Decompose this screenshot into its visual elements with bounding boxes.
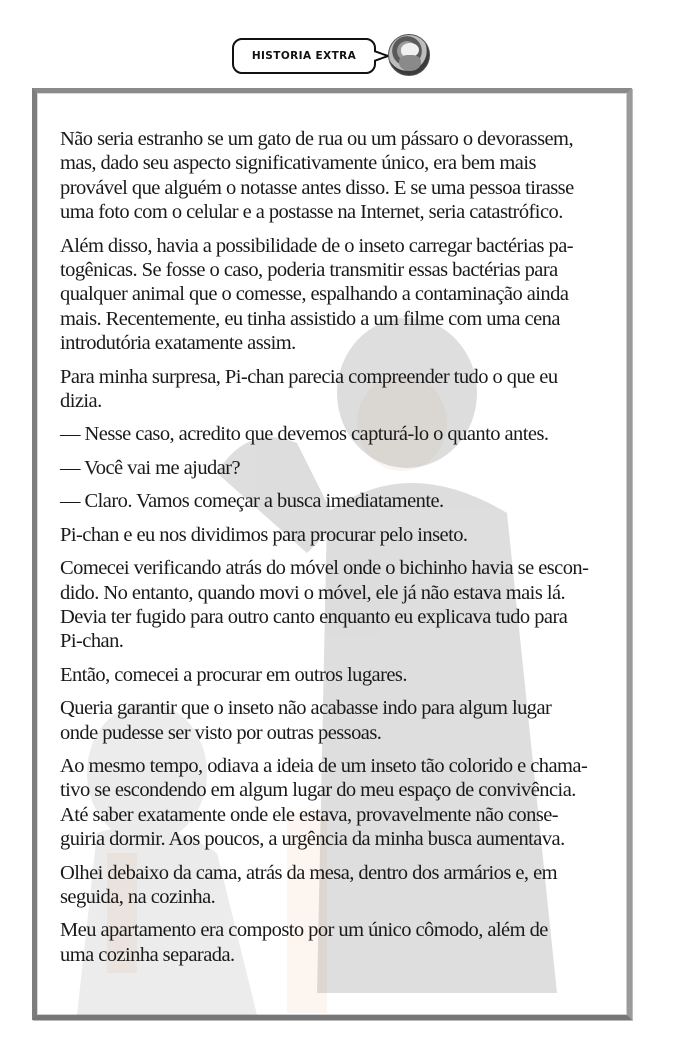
document-body	[60, 127, 620, 976]
paragraph	[60, 696, 620, 745]
character-avatar-icon	[388, 34, 430, 76]
text-line: qualquer animal que o comesse, espalhando a contaminação ainda	[60, 283, 569, 306]
text-line: Comecei verificando atrás do móvel onde o bichinho havia se escon-	[60, 557, 589, 580]
text-line: Além disso, havia a possibilidade de o inseto carregar bactérias pa-	[60, 234, 574, 257]
text-line: mas, dado seu aspecto significativamente único, era bem mais	[60, 152, 536, 175]
text-line: Até saber exatamente onde ele estava, provavelmente não conse-	[60, 803, 559, 826]
text-line: togênicas. Se fosse o caso, poderia transmitir essas bactérias para	[60, 259, 558, 282]
paragraph	[60, 663, 620, 687]
text-line: Olhei debaixo da cama, atrás da mesa, dentro dos armários e, em	[60, 861, 558, 884]
text-line: introdutória exatamente assim.	[60, 332, 296, 355]
text-line: seguida, na cozinha.	[60, 885, 216, 908]
text-line: — Você vai me ajudar?	[60, 456, 241, 479]
text-line: uma cozinha separada.	[60, 943, 235, 966]
text-line: Para minha surpresa, Pi-chan parecia compreender tudo o que eu	[60, 365, 558, 388]
text-frame	[32, 88, 632, 1020]
paragraph	[60, 365, 620, 414]
text-line: Pi-chan e eu nos dividimos para procurar pelo inseto.	[60, 523, 468, 546]
text-line: onde pudesse ser visto por outras pessoas.	[60, 721, 382, 744]
paragraph	[60, 127, 620, 225]
paragraph	[60, 754, 620, 852]
text-line: mais. Recentemente, eu tinha assistido a um filme com uma cena	[60, 307, 560, 330]
paragraph	[60, 918, 620, 967]
chapter-header	[232, 38, 432, 78]
paragraph	[60, 422, 620, 446]
text-line: dido. No entanto, quando movi o móvel, ele já não estava mais lá.	[60, 581, 566, 604]
text-line: Ao mesmo tempo, odiava a ideia de um inseto tão colorido e chama-	[60, 754, 588, 777]
text-line: Então, comecei a procurar em outros lugares.	[60, 663, 407, 686]
paragraph	[60, 556, 620, 654]
text-line: — Claro. Vamos começar a busca imediatamente.	[60, 490, 444, 513]
text-line: Devia ter fugido para outro canto enquanto eu explicava tudo para	[60, 605, 568, 628]
text-line: dizia.	[60, 390, 102, 413]
chapter-label: HISTORIA EXTRA	[251, 50, 357, 62]
text-line: Pi-chan.	[60, 630, 124, 653]
paragraph	[60, 861, 620, 910]
paragraph	[60, 523, 620, 547]
speech-bubble	[232, 38, 376, 74]
text-line: uma foto com o celular e a postasse na Internet, seria catastrófico.	[60, 201, 563, 224]
text-line: Meu apartamento era composto por um único cômodo, além de	[60, 919, 548, 942]
text-line: tivo se escondendo em algum lugar do meu espaço de convivência.	[60, 779, 576, 802]
text-line: — Nesse caso, acredito que devemos capturá-lo o quanto antes.	[60, 423, 549, 446]
paragraph	[60, 456, 620, 480]
text-line: guiria dormir. Aos poucos, a urgência da minha busca aumentava.	[60, 828, 565, 851]
paragraph	[60, 234, 620, 356]
text-line: provável que alguém o notasse antes disso. E se uma pessoa tirasse	[60, 176, 574, 199]
text-line: Queria garantir que o inseto não acabasse indo para algum lugar	[60, 697, 552, 720]
paragraph	[60, 489, 620, 513]
text-line: Não seria estranho se um gato de rua ou um pássaro o devorassem,	[60, 128, 574, 150]
